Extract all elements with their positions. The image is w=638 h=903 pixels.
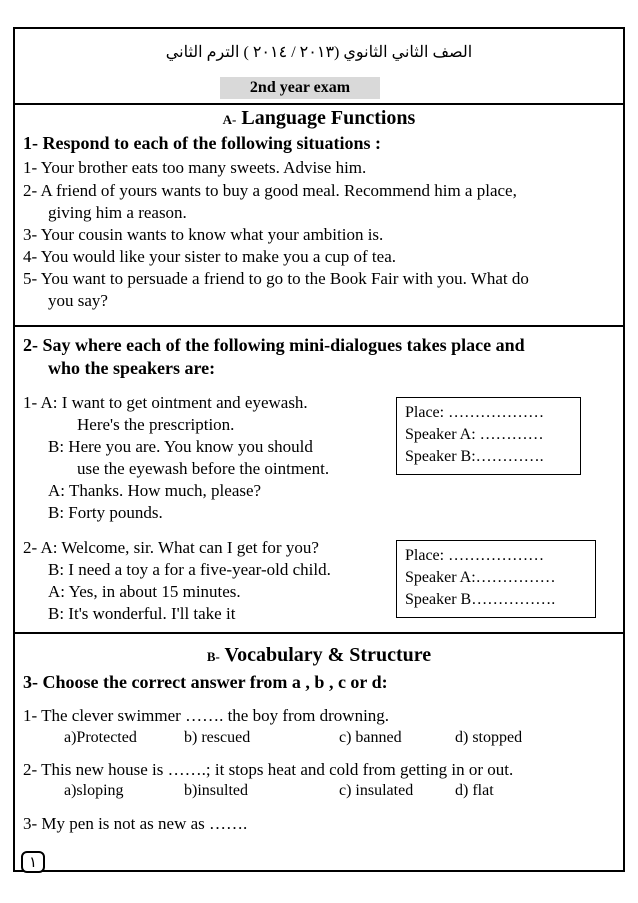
mcq-1-option-b[interactable]: b) rescued	[184, 729, 251, 746]
box-1-speaker-b: Speaker B:………….	[405, 448, 544, 465]
dialogue-2-line-4: B: It's wonderful. I'll take it	[48, 604, 236, 623]
section-a-title: Language Functions	[241, 107, 416, 129]
mcq-1-option-c[interactable]: c) banned	[339, 729, 402, 746]
box-1-place: Place: ………………	[405, 404, 545, 421]
situation-3: 3- Your cousin wants to know what your ambition is.	[23, 225, 384, 244]
section-language-functions	[15, 105, 623, 327]
exam-label: 2nd year exam	[220, 77, 380, 99]
question-3-title: 3- Choose the correct answer from a , b , c or d:	[23, 672, 388, 692]
dialogue-2-line-3: A: Yes, in about 15 minutes.	[48, 582, 241, 601]
mcq-2-option-b[interactable]: b)insulted	[184, 782, 248, 799]
question-1-title: 1- Respond to each of the following situations :	[23, 133, 382, 153]
situation-2: 2- A friend of yours wants to buy a good meal. Recommend him a place,	[23, 181, 517, 200]
mcq-2-stem: 2- This new house is …….; it stops heat and cold from getting in or out.	[23, 760, 514, 779]
box-2-place: Place: ………………	[405, 547, 545, 564]
page-number: ١	[21, 851, 45, 873]
mcq-2-option-c[interactable]: c) insulated	[339, 782, 414, 799]
section-a-heading	[15, 107, 623, 130]
answer-box-1	[396, 397, 581, 475]
dialogue-1-line-4: use the eyewash before the ointment.	[77, 459, 330, 478]
section-b-prefix: B-	[206, 649, 220, 664]
exam-page-frame	[13, 27, 625, 872]
section-b-title: Vocabulary & Structure	[224, 644, 432, 666]
mcq-1-option-a[interactable]: a)Protected	[64, 729, 137, 746]
mcq-1-option-d[interactable]: d) stopped	[455, 729, 523, 746]
situation-1: 1- Your brother eats too many sweets. Advise him.	[23, 158, 367, 177]
section-mini-dialogues	[15, 327, 623, 634]
situation-2-cont: giving him a reason.	[48, 203, 187, 222]
box-2-speaker-a: Speaker A:……………	[405, 569, 556, 586]
situation-4: 4- You would like your sister to make you a cup of tea.	[23, 247, 396, 266]
dialogue-2-line-2: B: I need a toy a for a five-year-old child.	[48, 560, 331, 579]
arabic-title: الصف الثاني الثانوي (٢٠١٣ / ٢٠١٤ ) الترم الثاني	[165, 44, 473, 61]
section-vocabulary-structure	[15, 634, 623, 872]
situation-5-cont: you say?	[48, 291, 108, 310]
dialogue-1-line-1: 1- A: I want to get ointment and eyewash.	[23, 393, 308, 412]
box-1-speaker-a: Speaker A: …………	[405, 426, 544, 443]
mcq-2-option-d[interactable]: d) flat	[455, 782, 494, 799]
section-a-prefix: A-	[222, 112, 237, 127]
box-2-speaker-b: Speaker B…………….	[405, 591, 556, 608]
mcq-2-option-a[interactable]: a)sloping	[64, 782, 124, 799]
dialogue-2-line-1: 2- A: Welcome, sir. What can I get for you?	[23, 538, 319, 557]
question-2-title-line1: 2- Say where each of the following mini-dialogues takes place and	[23, 335, 525, 355]
mcq-1-stem: 1- The clever swimmer ……. the boy from drowning.	[23, 706, 390, 725]
section-b-heading	[15, 644, 623, 667]
answer-box-2	[396, 540, 596, 618]
question-2-title-line2: who the speakers are:	[48, 358, 216, 378]
dialogue-1-line-6: B: Forty pounds.	[48, 503, 163, 522]
exam-header	[15, 29, 623, 105]
situation-5: 5- You want to persuade a friend to go to the Book Fair with you. What do	[23, 269, 529, 288]
dialogue-1-line-5: A: Thanks. How much, please?	[48, 481, 262, 500]
mcq-3-stem: 3- My pen is not as new as …….	[23, 814, 248, 833]
dialogue-1-line-3: B: Here you are. You know you should	[48, 437, 313, 456]
dialogue-1-line-2: Here's the prescription.	[77, 415, 235, 434]
